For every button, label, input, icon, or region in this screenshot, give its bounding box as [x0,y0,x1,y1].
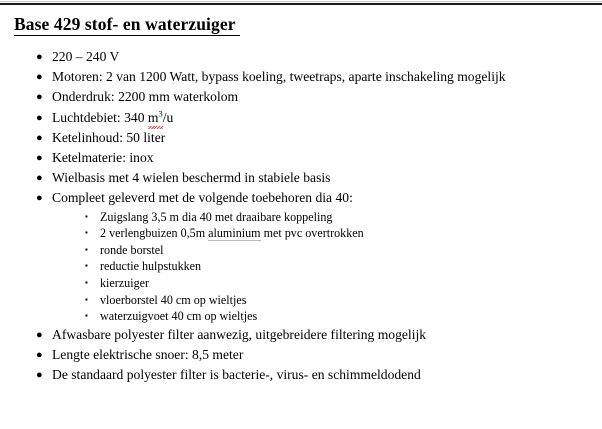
bullet-square-icon: ▪ [85,261,88,271]
accessory-list-item-label: 2 verlengbuizen 0,5m aluminium met pvc overtrokken [100,226,364,241]
spec-list-item-label: Luchtdebiet: 340 $m^3/u$ [52,110,173,125]
spec-list-item-label: 220 – 240 V [52,49,120,64]
accessory-list-item [52,209,602,226]
accessory-list-item-label: Zuigslang 3,5 m dia 40 met draaibare koppeling [100,209,333,224]
spec-list-item-label: Ketelmaterie: inox [52,150,154,166]
accessory-list-item [52,225,602,242]
bullet-square-icon: ▪ [85,278,88,287]
spec-list-item [0,148,602,168]
bullet-square-icon: ▪ [85,311,88,321]
accessory-list-item-label: reductie hulpstukken [100,259,202,274]
bullet-square-icon: ▪ [85,294,88,304]
spec-list-item [0,188,602,324]
spec-list-item [0,168,602,188]
bullet-round-icon: ● [36,152,43,165]
spec-list-item [0,67,602,87]
accessory-list-item [52,308,602,325]
spec-list-item [0,47,602,67]
bullet-square-icon: ▪ [85,228,88,238]
spec-list-item [0,108,602,128]
accessory-list-item-label: kierzuiger [100,276,150,290]
accessory-list-item-label: ronde borstel [100,242,164,257]
spec-list-item [0,325,602,345]
accessory-list-item [52,258,602,275]
bullet-round-icon: ● [36,192,43,205]
accessories-list [52,209,602,325]
bullet-round-icon: ● [36,111,43,124]
spec-list-item [0,128,602,148]
spec-list-item [0,87,602,107]
accessory-list-item-label: waterzuigvoet 40 cm op wieltjes [100,309,258,324]
page-top-border [0,3,602,5]
accessory-list-item [52,292,602,309]
proofing-underline: aluminium [208,226,261,241]
spec-list-item-label: Motoren: 2 van 1200 Watt, bypass koeling, tweetraps, aparte inschakeling mogelijk [52,69,506,85]
page-title-text: Base 429 stof- en waterzuiger [14,14,240,36]
bullet-round-icon: ● [36,369,43,382]
bullet-round-icon: ● [36,91,43,104]
spec-list-item-label: De standaard polyester filter is bacterie-, virus- en schimmeldodend [52,367,421,383]
bullet-square-icon: ▪ [85,211,88,221]
spec-list-item [0,365,602,385]
page-title [14,14,240,34]
spec-list-item-label: Ketelinhoud: 50 liter [52,129,166,145]
spec-list-item-label: Afwasbare polyester filter aanwezig, uitgebreidere filtering mogelijk [52,326,427,342]
bullet-round-icon: ● [36,51,43,63]
spec-list-item-label: Compleet geleverd met de volgende toebehoren dia 40: [52,190,353,206]
bullet-round-icon: ● [36,172,43,185]
accessory-list-item [52,242,602,259]
accessory-list-item-label: vloerborstel 40 cm op wieltjes [100,292,247,307]
bullet-round-icon: ● [36,71,43,84]
bullet-round-icon: ● [36,348,43,361]
bullet-round-icon: ● [36,328,43,341]
bullet-round-icon: ● [36,131,43,144]
spec-list-item-label: Onderdruk: 2200 mm waterkolom [52,89,239,105]
specification-list [0,47,602,385]
spec-list-item-label: Wielbasis met 4 wielen beschermd in stabiele basis [52,170,331,186]
bullet-square-icon: ▪ [85,244,88,254]
page-top-hairline [0,1,602,2]
accessory-list-item [52,275,602,292]
spec-list-item [0,345,602,365]
spec-list-item-label: Lengte elektrische snoer: 8,5 meter [52,346,244,362]
spellcheck-error: $m^3$ [148,108,163,128]
